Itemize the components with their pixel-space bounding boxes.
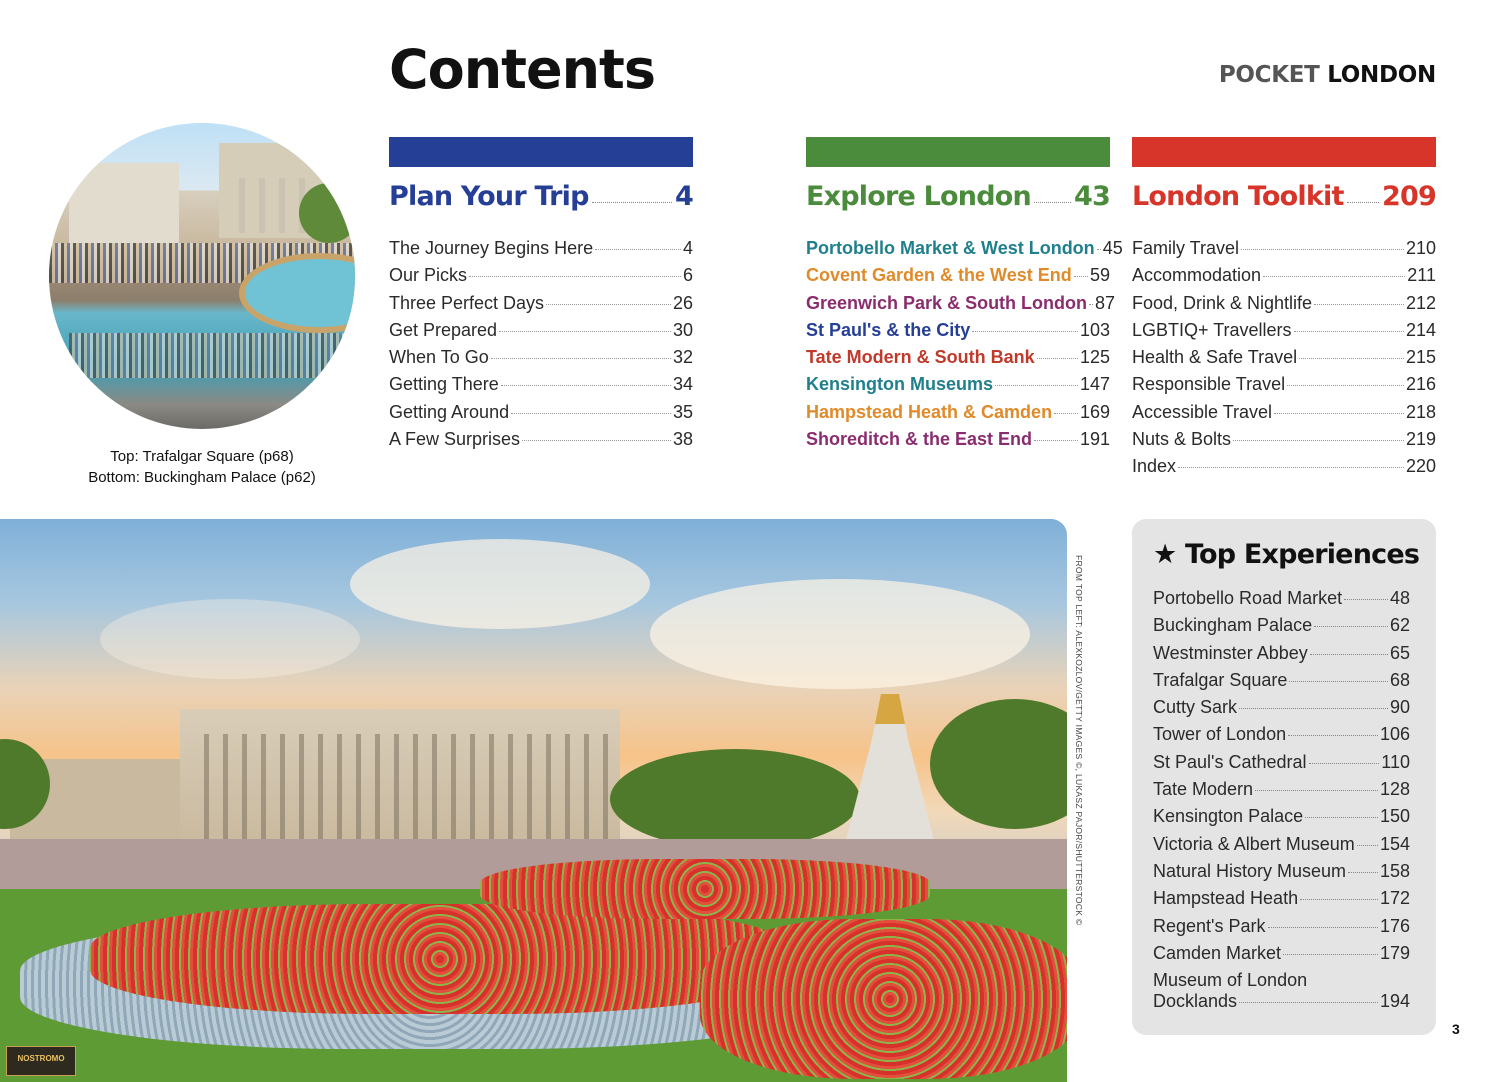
- plan-heading[interactable]: [389, 181, 693, 212]
- caption-bottom: Bottom: Buckingham Palace (p62): [88, 469, 316, 486]
- top-experience-entry[interactable]: Buckingham Palace 62: [1153, 615, 1410, 636]
- top-experience-entry[interactable]: St Paul's Cathedral 110: [1153, 751, 1410, 772]
- trafalgar-square-photo: [49, 123, 355, 429]
- toc-entry[interactable]: Family Travel 210: [1132, 238, 1436, 258]
- top-experiences-title: ★ Top Experiences: [1153, 539, 1420, 570]
- toc-entry[interactable]: Hampstead Heath & Camden 169: [806, 401, 1110, 422]
- toc-entry[interactable]: Getting Around 35: [389, 401, 693, 422]
- toc-entry[interactable]: Our Picks 6: [389, 265, 693, 286]
- toc-entry[interactable]: Responsible Travel 216: [1132, 374, 1436, 395]
- toc-entry[interactable]: The Journey Begins Here 4: [389, 238, 693, 258]
- page-title: Contents: [389, 38, 656, 101]
- explore-heading-label: Explore London: [806, 181, 1031, 212]
- toc-entry[interactable]: When To Go 32: [389, 347, 693, 368]
- top-experiences-panel: [1132, 519, 1436, 1035]
- top-experience-entry[interactable]: Hampstead Heath 172: [1153, 888, 1410, 909]
- toc-entry[interactable]: Health & Safe Travel 215: [1132, 347, 1436, 368]
- top-experience-entry[interactable]: Tate Modern 128: [1153, 779, 1410, 800]
- toc-entry[interactable]: Index 220: [1132, 456, 1436, 477]
- brand-logo: [1219, 62, 1436, 88]
- top-experience-entry[interactable]: Regent's Park 176: [1153, 915, 1410, 936]
- nostromo-watermark: NOSTROMO: [6, 1046, 76, 1076]
- toc-entry[interactable]: Greenwich Park & South London 87: [806, 292, 1116, 313]
- toc-entry[interactable]: Tate Modern & South Bank 125: [806, 347, 1110, 368]
- brand-pocket: POCKET: [1218, 62, 1320, 88]
- toolkit-color-bar: [1132, 137, 1436, 167]
- toolkit-toc-list: [1132, 238, 1436, 484]
- top-experience-entry[interactable]: Camden Market 179: [1153, 942, 1410, 963]
- toolkit-heading[interactable]: [1132, 181, 1436, 212]
- top-experiences-list: [1153, 588, 1410, 1020]
- top-experience-entry[interactable]: Tower of London 106: [1153, 724, 1410, 745]
- toc-entry[interactable]: St Paul's & the City 103: [806, 319, 1110, 340]
- top-experience-entry[interactable]: Museum of London Docklands 194: [1153, 970, 1410, 1012]
- plan-heading-label: Plan Your Trip: [389, 181, 589, 212]
- buckingham-palace-photo: [0, 519, 1067, 1082]
- caption-top: Top: Trafalgar Square (p68): [110, 448, 294, 465]
- brand-london: LONDON: [1327, 62, 1436, 88]
- toc-entry[interactable]: Shoreditch & the East End 191: [806, 429, 1110, 450]
- toc-entry[interactable]: Kensington Museums 147: [806, 374, 1110, 395]
- toc-entry[interactable]: Accessible Travel 218: [1132, 401, 1436, 422]
- plan-color-bar: [389, 137, 693, 167]
- explore-heading[interactable]: [806, 181, 1110, 212]
- explore-heading-page: 43: [1074, 181, 1110, 212]
- top-experience-entry[interactable]: Natural History Museum 158: [1153, 860, 1410, 881]
- toolkit-heading-label: London Toolkit: [1132, 181, 1344, 212]
- toc-entry[interactable]: Food, Drink & Nightlife 212: [1132, 292, 1436, 313]
- plan-toc-list: [389, 238, 693, 456]
- toc-entry[interactable]: Three Perfect Days 26: [389, 292, 693, 313]
- top-experience-entry[interactable]: Kensington Palace 150: [1153, 806, 1410, 827]
- top-experience-entry[interactable]: Portobello Road Market 48: [1153, 588, 1410, 608]
- top-experience-entry[interactable]: Westminster Abbey 65: [1153, 642, 1410, 663]
- explore-toc-list: [806, 238, 1123, 456]
- toc-entry[interactable]: LGBTIQ+ Travellers 214: [1132, 319, 1436, 340]
- toc-entry[interactable]: Nuts & Bolts 219: [1132, 429, 1436, 450]
- toolkit-heading-page: 209: [1382, 181, 1436, 212]
- page-number: 3: [1452, 1021, 1460, 1037]
- toc-entry[interactable]: Getting There 34: [389, 374, 693, 395]
- toc-entry[interactable]: Covent Garden & the West End 59: [806, 265, 1110, 286]
- top-experience-entry[interactable]: Victoria & Albert Museum 154: [1153, 833, 1410, 854]
- explore-color-bar: [806, 137, 1110, 167]
- photo-credit: FROM TOP LEFT: ALEXKOZLOV/GETTY IMAGES ©, LUKASZ PAJOR/SHUTTERSTOCK ©: [1074, 555, 1084, 926]
- toc-entry[interactable]: Accommodation 211: [1132, 265, 1436, 286]
- top-experience-entry[interactable]: Cutty Sark 90: [1153, 697, 1410, 718]
- top-experience-entry[interactable]: Trafalgar Square 68: [1153, 669, 1410, 690]
- toc-entry[interactable]: A Few Surprises 38: [389, 429, 693, 450]
- toc-entry[interactable]: Portobello Market & West London 45: [806, 238, 1123, 258]
- plan-heading-page: 4: [675, 181, 693, 212]
- toc-entry[interactable]: Get Prepared 30: [389, 319, 693, 340]
